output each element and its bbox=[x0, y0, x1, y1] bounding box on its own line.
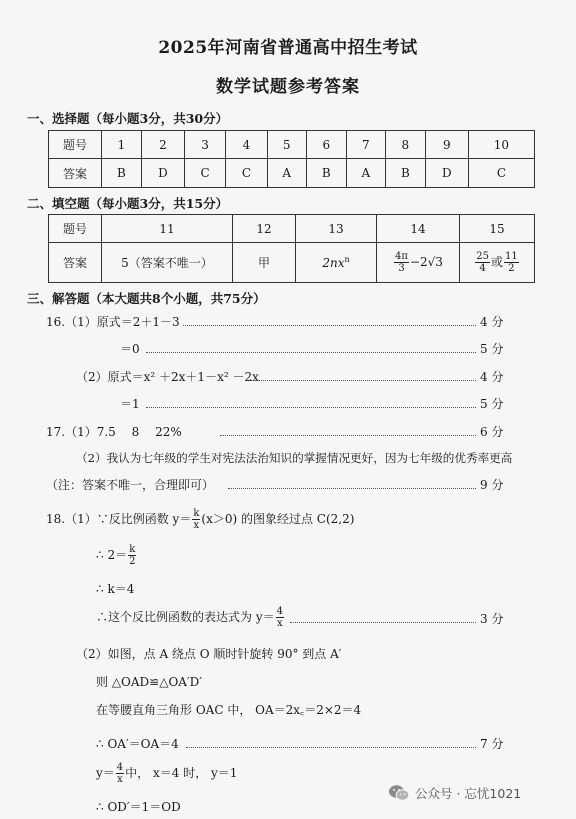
q16-line-4: ＝1 bbox=[120, 397, 140, 411]
q18-fraction-k-over-2: $\frac{k}{2}$ bbox=[129, 544, 136, 567]
q-number: 6 bbox=[306, 131, 346, 159]
answer-cell: C bbox=[226, 159, 267, 188]
q18-line-2 bbox=[96, 544, 137, 567]
dotted-leader bbox=[146, 407, 476, 408]
q16-line-1: 16.（1）原式＝2＋1－3 bbox=[46, 315, 180, 329]
q16-line-2: ＝0 bbox=[120, 342, 140, 356]
answer-15-or: 或 bbox=[490, 255, 503, 269]
q-number: 3 bbox=[184, 131, 225, 159]
q-number: 9 bbox=[425, 131, 468, 159]
q17-line-3: （注：答案不唯一，合理即可） bbox=[46, 478, 215, 492]
answer-cell: D bbox=[141, 159, 184, 188]
q16-score-1: 4 分 bbox=[480, 315, 504, 329]
q18-fraction-4-over-x: $\frac{4}{x}$ bbox=[276, 606, 283, 629]
watermark bbox=[388, 784, 521, 805]
q16-line-3: （2）原式＝x² ＋2x＋1－x² －2x bbox=[76, 370, 259, 384]
section3-heading: 三、解答题（本大题共8个小题，共75分） bbox=[27, 291, 266, 306]
answer-cell: C bbox=[184, 159, 225, 188]
q18-line-4 bbox=[96, 606, 285, 629]
row-header-number: 题号 bbox=[49, 131, 102, 159]
q-number: 10 bbox=[468, 131, 534, 159]
q17-score-3: 9 分 bbox=[480, 478, 504, 492]
wechat-icon bbox=[388, 784, 410, 805]
answer-14-rest: −2√3 bbox=[409, 255, 443, 269]
answer-15 bbox=[460, 243, 535, 283]
answer-14-fraction: $\frac{4\pi}{3}$ bbox=[395, 251, 408, 274]
fill-number-row bbox=[49, 215, 535, 243]
q-number: 2 bbox=[141, 131, 184, 159]
answer-cell: B bbox=[102, 159, 142, 188]
q18-line-8: ∴ OA′＝OA＝4 bbox=[96, 737, 179, 751]
dotted-leader bbox=[228, 488, 476, 489]
q-number: 4 bbox=[226, 131, 267, 159]
q18-fraction-4-over-x-2: $\frac{4}{x}$ bbox=[116, 762, 124, 785]
answer-12: 甲 bbox=[233, 243, 296, 283]
answer-13-base: 2nx bbox=[322, 256, 345, 270]
q18-line-3: ∴ k＝4 bbox=[96, 582, 135, 596]
section2-heading: 二、填空题（每小题3分，共15分） bbox=[27, 196, 229, 211]
q-number: 14 bbox=[377, 215, 460, 243]
q-number: 13 bbox=[296, 215, 377, 243]
q18-line-6: 则 △OAD≌△OA′D′ bbox=[96, 675, 203, 689]
answer-13 bbox=[296, 243, 377, 283]
answer-13-exponent: n bbox=[344, 255, 350, 264]
dotted-leader bbox=[146, 352, 476, 353]
q18-line-7: 在等腰直角三角形 OAC 中， OA＝2x꜀＝2×2＝4 bbox=[96, 703, 362, 717]
q-number: 8 bbox=[385, 131, 425, 159]
answer-11: 5（答案不唯一） bbox=[102, 243, 233, 283]
dotted-leader bbox=[186, 747, 476, 748]
row-header-answer: 答案 bbox=[49, 243, 102, 283]
answer-cell: C bbox=[468, 159, 534, 188]
fill-answer-table bbox=[48, 214, 535, 283]
answer-cell: B bbox=[385, 159, 425, 188]
q18-line-2-start: ∴ 2＝ bbox=[96, 548, 128, 562]
row-header-number: 题号 bbox=[49, 215, 102, 243]
answer-cell: B bbox=[306, 159, 346, 188]
answer-14 bbox=[377, 243, 460, 283]
answer-cell: A bbox=[267, 159, 306, 188]
section1-heading: 一、选择题（每小题3分，共30分） bbox=[27, 111, 229, 126]
q-number: 11 bbox=[102, 215, 233, 243]
q18-line-5: （2）如图，点 A 绕点 O 顺时针旋转 90° 到点 A′ bbox=[76, 647, 342, 661]
dotted-leader bbox=[245, 380, 476, 381]
dotted-leader bbox=[183, 325, 476, 326]
answer-15-fraction-1: $\frac{25}{4}$ bbox=[476, 251, 489, 274]
q18-score-8: 7 分 bbox=[480, 737, 504, 751]
q16-score-2: 5 分 bbox=[480, 342, 504, 356]
q-number: 5 bbox=[267, 131, 306, 159]
page-subtitle: 数学试题参考答案 bbox=[216, 77, 360, 97]
q18-line-9-end: 中， x＝4 时， y＝1 bbox=[125, 766, 238, 780]
q-number: 15 bbox=[460, 215, 535, 243]
choice-answer-table bbox=[48, 130, 535, 188]
q18-line-4-start: ∴这个反比例函数的表达式为 y＝ bbox=[96, 610, 275, 624]
q-number: 7 bbox=[346, 131, 385, 159]
q18-line-1-start: 18.（1）∵反比例函数 y＝ bbox=[46, 512, 192, 526]
q18-line-9-start: y＝ bbox=[96, 766, 115, 780]
q18-line-1-end: (x＞0) 的图象经过点 C(2,2) bbox=[201, 512, 355, 526]
q17-line-2: （2）我认为七年级的学生对宪法法治知识的掌握情况更好，因为七年级的优秀率更高 bbox=[76, 451, 513, 465]
q16-score-3: 4 分 bbox=[480, 370, 504, 384]
answer-15-fraction-2: $\frac{11}{2}$ bbox=[505, 251, 518, 274]
choice-number-row bbox=[49, 131, 535, 159]
q-number: 12 bbox=[233, 215, 296, 243]
q17-score-1: 6 分 bbox=[480, 425, 504, 439]
row-header-answer: 答案 bbox=[49, 159, 102, 188]
fill-answer-row bbox=[49, 243, 535, 283]
q17-line-1: 17.（1）7.5 8 22% bbox=[46, 425, 182, 439]
q16-score-4: 5 分 bbox=[480, 397, 504, 411]
q18-line-10: ∴ OD′＝1＝OD bbox=[96, 800, 181, 814]
answer-cell: D bbox=[425, 159, 468, 188]
q18-score-4: 3 分 bbox=[480, 612, 504, 626]
answer-cell: A bbox=[346, 159, 385, 188]
q18-line-9 bbox=[96, 762, 237, 785]
q-number: 1 bbox=[102, 131, 142, 159]
watermark-text: 公众号 · 忘忧1021 bbox=[415, 786, 522, 801]
dotted-leader bbox=[290, 622, 476, 623]
page-title: 2025年河南省普通高中招生考试 bbox=[158, 38, 418, 58]
q18-fraction-k-over-x: $\frac{k}{x}$ bbox=[193, 508, 200, 531]
q18-line-1 bbox=[46, 508, 354, 531]
choice-answer-row bbox=[49, 159, 535, 188]
dotted-leader bbox=[220, 435, 476, 436]
